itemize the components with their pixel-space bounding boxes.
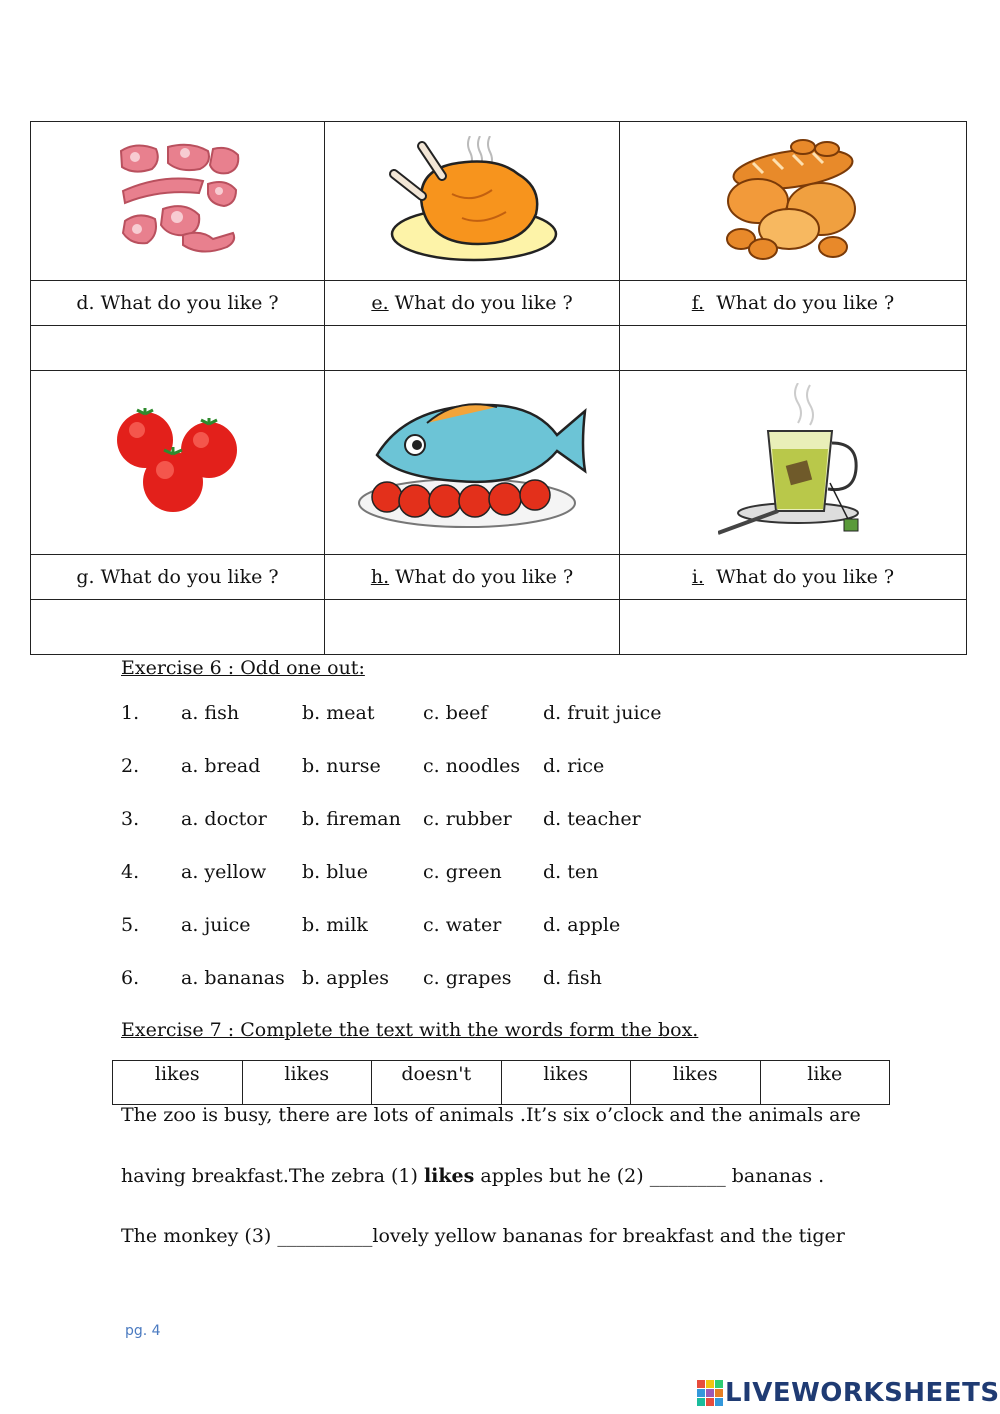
- option-b[interactable]: b. milk: [302, 914, 368, 936]
- exercise6-title: Exercise 6 : Odd one out:: [121, 657, 365, 679]
- option-d[interactable]: d. ten: [543, 861, 599, 883]
- item-number: 3.: [121, 808, 140, 830]
- answer-field-g[interactable]: [31, 600, 325, 655]
- option-d[interactable]: d. teacher: [543, 808, 641, 830]
- option-c[interactable]: c. beef: [423, 702, 488, 724]
- liveworksheets-logo[interactable]: LIVEWORKSHEETS: [697, 1378, 1000, 1408]
- question-g: g. What do you like ?: [31, 555, 325, 600]
- image-cell-bread: [620, 122, 967, 281]
- question-h: h. What do you like ?: [325, 555, 620, 600]
- question-f: f. What do you like ?: [620, 281, 967, 326]
- item-number: 1.: [121, 702, 140, 724]
- option-b[interactable]: b. fireman: [302, 808, 401, 830]
- word-box: [112, 1060, 890, 1105]
- question-d: d. What do you like ?: [31, 281, 325, 326]
- option-a[interactable]: a. doctor: [181, 808, 267, 830]
- option-d[interactable]: d. fish: [543, 967, 602, 989]
- answer-1: likes: [423, 1165, 475, 1187]
- image-cell-chicken: [325, 122, 620, 281]
- image-cell-tea: [620, 371, 967, 555]
- image-cell-fish: [325, 371, 620, 555]
- option-c[interactable]: c. rubber: [423, 808, 512, 830]
- option-a[interactable]: a. bananas: [181, 967, 285, 989]
- image-cell-meat: [31, 122, 325, 281]
- word-cell[interactable]: likes: [113, 1061, 243, 1105]
- image-cell-tomatoes: [31, 371, 325, 555]
- bread-image: [723, 139, 863, 264]
- answer-field-f[interactable]: [620, 326, 967, 371]
- option-b[interactable]: b. blue: [302, 861, 368, 883]
- tea-glass-image: [718, 383, 868, 543]
- answer-field-d[interactable]: [31, 326, 325, 371]
- option-a[interactable]: a. juice: [181, 914, 251, 936]
- blank-2[interactable]: apples but he (2) ________ bananas .: [474, 1165, 825, 1187]
- item-number: 5.: [121, 914, 140, 936]
- answer-field-e[interactable]: [325, 326, 620, 371]
- item-number: 2.: [121, 755, 140, 777]
- word-cell[interactable]: likes: [242, 1061, 372, 1105]
- option-d[interactable]: d. apple: [543, 914, 621, 936]
- text-line-1: The zoo is busy, there are lots of animals .It’s six o’clock and the animals are: [121, 1104, 861, 1126]
- option-d[interactable]: d. rice: [543, 755, 605, 777]
- option-b[interactable]: b. meat: [302, 702, 375, 724]
- word-cell[interactable]: like: [760, 1061, 890, 1105]
- text-line-2: having breakfast.The zebra (1) likes apples but he (2) ________ bananas .: [121, 1165, 825, 1187]
- answer-field-h[interactable]: [325, 600, 620, 655]
- option-a[interactable]: a. fish: [181, 702, 240, 724]
- food-grid: [30, 121, 967, 655]
- item-number: 6.: [121, 967, 140, 989]
- option-a[interactable]: a. yellow: [181, 861, 267, 883]
- exercise7-title: Exercise 7 : Complete the text with the words form the box.: [121, 1019, 699, 1041]
- raw-meat-image: [113, 139, 243, 264]
- option-c[interactable]: c. water: [423, 914, 502, 936]
- word-cell[interactable]: likes: [631, 1061, 761, 1105]
- word-cell[interactable]: likes: [501, 1061, 631, 1105]
- word-cell[interactable]: doesn't: [372, 1061, 502, 1105]
- option-b[interactable]: b. apples: [302, 967, 389, 989]
- item-number: 4.: [121, 861, 140, 883]
- text-line-3[interactable]: The monkey (3) __________lovely yellow bananas for breakfast and the tiger: [121, 1225, 845, 1247]
- question-i: i. What do you like ?: [620, 555, 967, 600]
- liveworksheets-icon: [697, 1380, 723, 1406]
- roast-chicken-image: [382, 136, 562, 266]
- tomatoes-image: [113, 408, 243, 518]
- question-e: e. What do you like ?: [325, 281, 620, 326]
- option-a[interactable]: a. bread: [181, 755, 261, 777]
- option-c[interactable]: c. green: [423, 861, 502, 883]
- fish-dish-image: [357, 393, 587, 533]
- page-number: pg. 4: [125, 1323, 161, 1339]
- option-b[interactable]: b. nurse: [302, 755, 381, 777]
- option-d[interactable]: d. fruit juice: [543, 702, 662, 724]
- answer-field-i[interactable]: [620, 600, 967, 655]
- option-c[interactable]: c. grapes: [423, 967, 512, 989]
- option-c[interactable]: c. noodles: [423, 755, 521, 777]
